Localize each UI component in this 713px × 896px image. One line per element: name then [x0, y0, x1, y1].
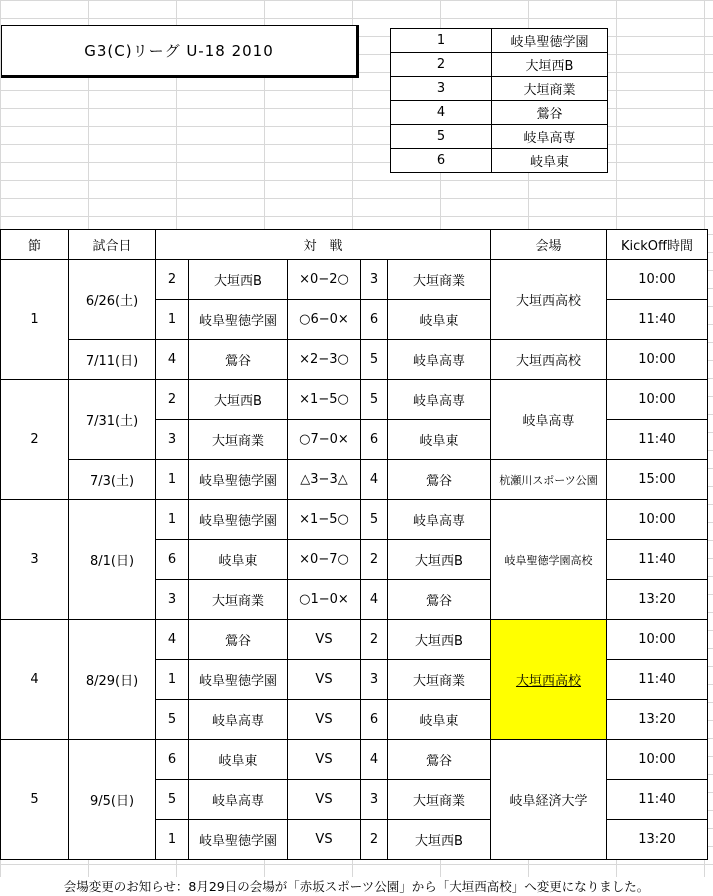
match-row [1, 260, 708, 300]
section-number: 4 [1, 620, 69, 740]
away-team-number: 2 [361, 620, 388, 660]
match-date: 9/5(日) [69, 740, 156, 860]
team-name: 岐阜聖徳学園 [492, 29, 608, 53]
away-team-number: 3 [361, 780, 388, 820]
match-result: ○6−0× [288, 300, 361, 340]
team-name: 大垣商業 [492, 77, 608, 101]
away-team-name: 大垣西B [388, 540, 491, 580]
team-number: 5 [391, 125, 492, 149]
section-number: 2 [1, 380, 69, 500]
home-team-number: 4 [156, 620, 189, 660]
away-team-number: 5 [361, 340, 388, 380]
home-team-number: 1 [156, 500, 189, 540]
header-date: 試合日 [69, 230, 156, 260]
venue: 岐阜聖徳学園高校 [491, 500, 607, 620]
kickoff-time: 11:40 [607, 300, 708, 340]
away-team-name: 鶯谷 [388, 460, 491, 500]
home-team-number: 6 [156, 740, 189, 780]
home-team-number: 1 [156, 460, 189, 500]
match-result: △3−3△ [288, 460, 361, 500]
match-result: ×0−2○ [288, 260, 361, 300]
match-result: ×2−3○ [288, 340, 361, 380]
home-team-number: 6 [156, 540, 189, 580]
away-team-name: 鶯谷 [388, 740, 491, 780]
home-team-name: 鶯谷 [189, 620, 288, 660]
home-team-name: 大垣商業 [189, 420, 288, 460]
home-team-name: 岐阜高専 [189, 780, 288, 820]
away-team-name: 大垣商業 [388, 660, 491, 700]
team-row [391, 125, 608, 149]
kickoff-time: 13:20 [607, 700, 708, 740]
match-result: VS [288, 700, 361, 740]
home-team-name: 大垣商業 [189, 580, 288, 620]
team-name: 大垣西B [492, 53, 608, 77]
kickoff-time: 13:20 [607, 580, 708, 620]
home-team-number: 3 [156, 420, 189, 460]
away-team-name: 大垣西B [388, 620, 491, 660]
match-date: 7/3(土) [69, 460, 156, 500]
team-name: 岐阜高専 [492, 125, 608, 149]
kickoff-time: 11:40 [607, 540, 708, 580]
kickoff-time: 10:00 [607, 380, 708, 420]
match-result: VS [288, 620, 361, 660]
home-team-number: 2 [156, 380, 189, 420]
home-team-name: 岐阜東 [189, 540, 288, 580]
match-result: VS [288, 780, 361, 820]
kickoff-time: 15:00 [607, 460, 708, 500]
header-section: 節 [1, 230, 69, 260]
schedule-table [0, 229, 708, 860]
match-row [1, 620, 708, 660]
away-team-number: 3 [361, 260, 388, 300]
away-team-name: 岐阜高専 [388, 340, 491, 380]
away-team-number: 4 [361, 580, 388, 620]
venue: 岐阜経済大学 [491, 740, 607, 860]
kickoff-time: 10:00 [607, 740, 708, 780]
home-team-name: 鶯谷 [189, 340, 288, 380]
header-time: KickOff時間 [607, 230, 708, 260]
home-team-name: 岐阜聖徳学園 [189, 300, 288, 340]
away-team-number: 5 [361, 380, 388, 420]
kickoff-time: 11:40 [607, 660, 708, 700]
home-team-name: 岐阜聖徳学園 [189, 460, 288, 500]
away-team-name: 岐阜東 [388, 700, 491, 740]
kickoff-time: 10:00 [607, 260, 708, 300]
match-date: 8/29(日) [69, 620, 156, 740]
home-team-number: 1 [156, 820, 189, 860]
team-row [391, 77, 608, 101]
team-row [391, 101, 608, 125]
match-row [1, 740, 708, 780]
match-result: ○7−0× [288, 420, 361, 460]
home-team-number: 3 [156, 580, 189, 620]
team-number: 4 [391, 101, 492, 125]
away-team-number: 2 [361, 820, 388, 860]
home-team-name: 岐阜東 [189, 740, 288, 780]
match-row [1, 460, 708, 500]
away-team-number: 6 [361, 700, 388, 740]
home-team-name: 岐阜高専 [189, 700, 288, 740]
match-row [1, 500, 708, 540]
match-date: 8/1(日) [69, 500, 156, 620]
kickoff-time: 11:40 [607, 420, 708, 460]
header-venue: 会場 [491, 230, 607, 260]
team-name: 鶯谷 [492, 101, 608, 125]
venue-highlighted: 大垣西高校 [491, 620, 607, 740]
team-row [391, 53, 608, 77]
league-title: G3(C)リーグ U-18 2010 [1, 25, 359, 78]
team-number: 3 [391, 77, 492, 101]
kickoff-time: 10:00 [607, 620, 708, 660]
venue: 大垣西高校 [491, 340, 607, 380]
away-team-number: 4 [361, 460, 388, 500]
home-team-name: 岐阜聖徳学園 [189, 820, 288, 860]
section-number: 3 [1, 500, 69, 620]
away-team-name: 鶯谷 [388, 580, 491, 620]
home-team-name: 大垣西B [189, 260, 288, 300]
match-date: 7/11(日) [69, 340, 156, 380]
home-team-number: 1 [156, 300, 189, 340]
away-team-name: 大垣商業 [388, 780, 491, 820]
kickoff-time: 11:40 [607, 780, 708, 820]
venue: 大垣西高校 [491, 260, 607, 340]
home-team-name: 岐阜聖徳学園 [189, 660, 288, 700]
team-list [390, 28, 608, 173]
away-team-number: 5 [361, 500, 388, 540]
match-result: VS [288, 820, 361, 860]
home-team-number: 2 [156, 260, 189, 300]
away-team-name: 大垣西B [388, 820, 491, 860]
kickoff-time: 13:20 [607, 820, 708, 860]
venue: 岐阜高専 [491, 380, 607, 460]
match-row [1, 380, 708, 420]
away-team-name: 岐阜東 [388, 420, 491, 460]
section-number: 5 [1, 740, 69, 860]
match-result: ×1−5○ [288, 500, 361, 540]
home-team-number: 4 [156, 340, 189, 380]
team-number: 6 [391, 149, 492, 173]
away-team-number: 6 [361, 420, 388, 460]
match-date: 7/31(土) [69, 380, 156, 460]
team-row [391, 29, 608, 53]
kickoff-time: 10:00 [607, 340, 708, 380]
match-result: ○1−0× [288, 580, 361, 620]
home-team-name: 岐阜聖徳学園 [189, 500, 288, 540]
away-team-number: 4 [361, 740, 388, 780]
match-date: 6/26(土) [69, 260, 156, 340]
away-team-number: 2 [361, 540, 388, 580]
team-number: 2 [391, 53, 492, 77]
away-team-name: 岐阜東 [388, 300, 491, 340]
kickoff-time: 10:00 [607, 500, 708, 540]
away-team-number: 6 [361, 300, 388, 340]
away-team-name: 岐阜高専 [388, 380, 491, 420]
away-team-name: 大垣商業 [388, 260, 491, 300]
away-team-name: 岐阜高専 [388, 500, 491, 540]
venue-change-notice: 会場変更のお知らせ：8月29日の会場が「赤坂スポーツ公園」から「大垣西高校」へ変更になりました。 [0, 877, 713, 896]
header-match: 対 戦 [156, 230, 491, 260]
team-row [391, 149, 608, 173]
home-team-name: 大垣西B [189, 380, 288, 420]
match-result: ×1−5○ [288, 380, 361, 420]
home-team-number: 5 [156, 700, 189, 740]
home-team-number: 1 [156, 660, 189, 700]
team-number: 1 [391, 29, 492, 53]
match-result: VS [288, 740, 361, 780]
schedule-header-row [1, 230, 708, 260]
section-number: 1 [1, 260, 69, 380]
team-name: 岐阜東 [492, 149, 608, 173]
match-result: VS [288, 660, 361, 700]
venue: 杭瀬川スポーツ公園 [491, 460, 607, 500]
match-row [1, 340, 708, 380]
home-team-number: 5 [156, 780, 189, 820]
match-result: ×0−7○ [288, 540, 361, 580]
away-team-number: 3 [361, 660, 388, 700]
